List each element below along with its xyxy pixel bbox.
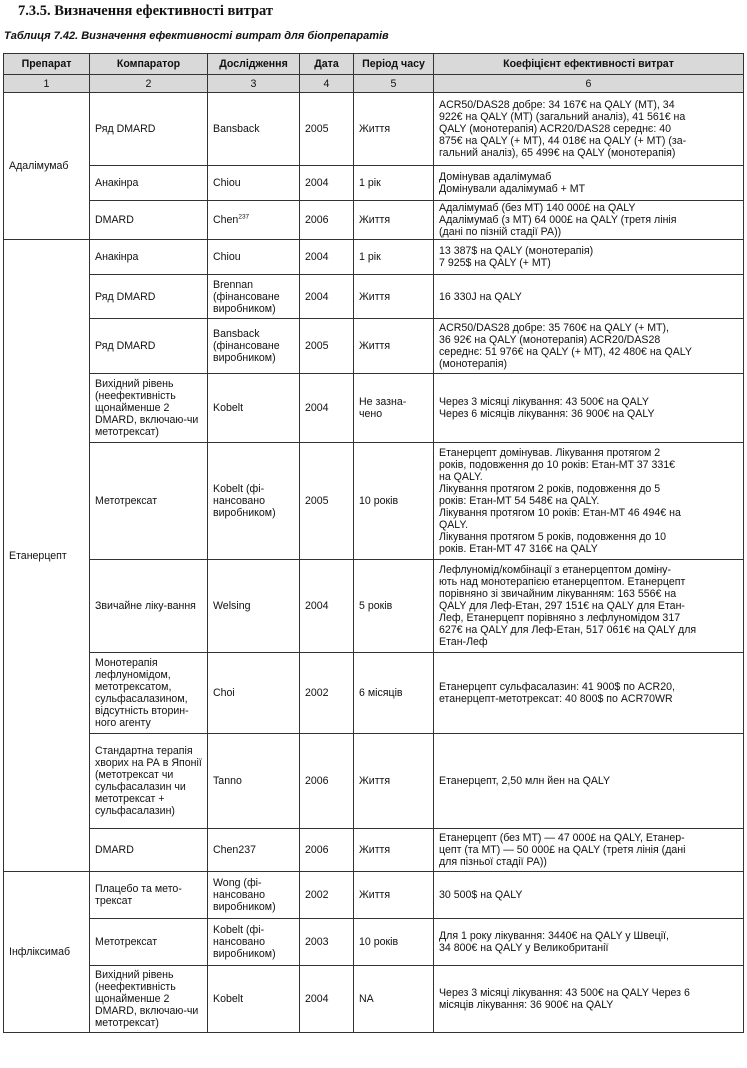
period-cell: 1 рік: [354, 166, 434, 201]
drug-cell: Інфліксимаб: [4, 872, 90, 1033]
result-cell: [434, 560, 744, 653]
period-cell: Життя: [354, 319, 434, 374]
date-cell: 2003: [300, 919, 354, 966]
result-line: років: Етан-MT 54 548€ на QALY.: [439, 495, 600, 507]
comparator-cell: Анакінра: [90, 166, 208, 201]
result-line: порівняно зі звичайним лікуванням: 163 556€ на: [439, 588, 677, 600]
period-cell: 5 років: [354, 560, 434, 653]
table-row: [4, 201, 744, 240]
date-cell: 2005: [300, 319, 354, 374]
study-cell: Kobelt (фі-нансовано виробником): [208, 919, 300, 966]
period-cell: NA: [354, 966, 434, 1033]
drug-cell: Етанерцепт: [4, 240, 90, 872]
study-cell: Chen237: [208, 829, 300, 872]
result-line: Етанерцепт, 2,50 млн йен на QALY: [439, 775, 611, 787]
comparator-cell: Монотерапія лефлуномідом, метотрексатом, сульфасалазином, відсутність вторин-ного агенту: [90, 653, 208, 734]
result-line: 922€ на QALY (MT) (загальний аналіз), 41 561€ на: [439, 111, 686, 123]
result-line: QALY для Леф-Етан, 297 151€ на QALY для Етан-: [439, 600, 685, 612]
result-line: цепт (та MT) — 50 000£ на QALY (третя лінія (дані: [439, 844, 686, 856]
study-cell: Brennan (фінансоване виробником): [208, 275, 300, 319]
result-cell: [434, 275, 744, 319]
table-row: [4, 166, 744, 201]
table-row: [4, 919, 744, 966]
result-cell: [434, 829, 744, 872]
col-header-period: Період часу: [354, 54, 434, 75]
result-line: Етан-Леф: [439, 636, 488, 648]
col-number: 5: [354, 75, 434, 93]
table-row: [4, 872, 744, 919]
result-cell: [434, 201, 744, 240]
result-line: Етанерцепт сульфасалазин: 41 900$ по ACR20,: [439, 681, 675, 693]
table-row: [4, 653, 744, 734]
table-row: [4, 275, 744, 319]
study-cell: Welsing: [208, 560, 300, 653]
date-cell: 2006: [300, 201, 354, 240]
study-cell: Kobelt (фі-нансовано виробником): [208, 443, 300, 560]
comparator-cell: Ряд DMARD: [90, 275, 208, 319]
cost-effectiveness-table: [3, 53, 744, 1033]
table-row: [4, 734, 744, 829]
period-cell: 10 років: [354, 919, 434, 966]
period-cell: 10 років: [354, 443, 434, 560]
result-line: (дані по пізній стадії РА)): [439, 226, 562, 238]
result-line: Домінували адалімумаб + MT: [439, 183, 586, 195]
date-cell: 2002: [300, 872, 354, 919]
result-cell: [434, 319, 744, 374]
col-number: 1: [4, 75, 90, 93]
drug-cell: Адалімумаб: [4, 93, 90, 240]
result-line: 13 387$ на QALY (монотерапія): [439, 245, 594, 257]
table-row: [4, 319, 744, 374]
result-cell: [434, 166, 744, 201]
result-line: 34 800€ на QALY у Великобританії: [439, 942, 609, 954]
comparator-cell: DMARD: [90, 829, 208, 872]
period-cell: Життя: [354, 872, 434, 919]
table-row: [4, 374, 744, 443]
date-cell: 2004: [300, 560, 354, 653]
col-number: 2: [90, 75, 208, 93]
result-line: Для 1 року лікування: 3440€ на QALY у Швеції,: [439, 930, 669, 942]
date-cell: 2005: [300, 93, 354, 166]
result-cell: [434, 653, 744, 734]
study-cell: Bansback (фінансоване виробником): [208, 319, 300, 374]
col-header-comparator: Компаратор: [90, 54, 208, 75]
result-line: місяців лікування: 36 900€ на QALY: [439, 999, 614, 1011]
table-body: [4, 93, 744, 1033]
result-cell: [434, 93, 744, 166]
result-line: для пізньої стадії РА)): [439, 856, 547, 868]
date-cell: 2004: [300, 275, 354, 319]
table-row: [4, 240, 744, 275]
result-line: Лікування протягом 5 років, подовження до 10: [439, 531, 667, 543]
comparator-cell: Ряд DMARD: [90, 93, 208, 166]
comparator-cell: Стандартна терапія хворих на РА в Японії (метотрексат чи сульфасалазин чи метотрексат + сульфасалазин): [90, 734, 208, 829]
comparator-cell: Вихідний рівень (неефективність щонайменше 2 DMARD, включаю-чи метотрексат): [90, 374, 208, 443]
date-cell: 2005: [300, 443, 354, 560]
period-cell: Не зазна-чено: [354, 374, 434, 443]
result-line: Лефлуномід/комбінації з етанерцептом доміну-: [439, 564, 672, 576]
study-cell: Wong (фі-нансовано виробником): [208, 872, 300, 919]
table-row: [4, 93, 744, 166]
result-line: років. Етан-MT 47 316€ на QALY: [439, 543, 598, 555]
period-cell: Життя: [354, 201, 434, 240]
study-cell: Kobelt: [208, 966, 300, 1033]
result-line: етанерцепт-метотрексат: 40 800$ по ACR70WR: [439, 693, 673, 705]
result-line: Адалімумаб (без MT) 140 000£ на QALY: [439, 202, 636, 214]
study-cell: Tanno: [208, 734, 300, 829]
section-heading: 7.3.5. Визначення ефективності витрат: [18, 3, 274, 19]
result-line: Етанерцепт (без MT) — 47 000£ на QALY, Етанер-: [439, 832, 685, 844]
date-cell: 2004: [300, 966, 354, 1033]
result-cell: [434, 966, 744, 1033]
col-number: 3: [208, 75, 300, 93]
table-row: [4, 966, 744, 1033]
period-cell: Життя: [354, 734, 434, 829]
result-line: Через 3 місяці лікування: 43 500€ на QALY: [439, 396, 649, 408]
result-cell: [434, 443, 744, 560]
comparator-cell: Вихідний рівень (неефективність щонайменше 2 DMARD, включаю-чи метотрексат): [90, 966, 208, 1033]
comparator-cell: Плацебо та мето-трексат: [90, 872, 208, 919]
comparator-cell: Звичайне ліку-вання: [90, 560, 208, 653]
result-cell: [434, 734, 744, 829]
date-cell: 2004: [300, 240, 354, 275]
result-line: ACR50/DAS28 добре: 34 167€ на QALY (MT), 34: [439, 99, 675, 111]
table-row: [4, 443, 744, 560]
study-cell: Chiou: [208, 240, 300, 275]
table-row: [4, 560, 744, 653]
result-line: Лікування протягом 10 років: Етан-MT 46 494€ на: [439, 507, 681, 519]
column-number-row: [4, 75, 744, 93]
col-number: 4: [300, 75, 354, 93]
result-line: Лікування протягом 2 років, подовження до 5: [439, 483, 661, 495]
date-cell: 2004: [300, 374, 354, 443]
col-header-ratio: Коефіцієнт ефективності витрат: [434, 54, 744, 75]
result-line: Адалімумаб (з MT) 64 000£ на QALY (третя лінія: [439, 214, 677, 226]
result-line: QALY.: [439, 519, 469, 531]
period-cell: 6 місяців: [354, 653, 434, 734]
table-caption: Таблиця 7.42. Визначення ефективності витрат для біопрепаратів: [4, 30, 389, 42]
table-row: [4, 829, 744, 872]
comparator-cell: DMARD: [90, 201, 208, 240]
result-line: на QALY.: [439, 471, 483, 483]
result-cell: [434, 919, 744, 966]
period-cell: Життя: [354, 93, 434, 166]
study-cell: Chiou: [208, 166, 300, 201]
col-number: 6: [434, 75, 744, 93]
result-line: 30 500$ на QALY: [439, 889, 523, 901]
result-line: Через 6 місяців лікування: 36 900€ на QALY: [439, 408, 655, 420]
result-line: 36 92€ на QALY (монотерапія) ACR20/DAS28: [439, 334, 661, 346]
period-cell: 1 рік: [354, 240, 434, 275]
result-cell: [434, 872, 744, 919]
comparator-cell: Метотрексат: [90, 443, 208, 560]
study-cell: [208, 201, 300, 240]
date-cell: 2004: [300, 166, 354, 201]
date-cell: 2002: [300, 653, 354, 734]
result-cell: [434, 240, 744, 275]
comparator-cell: Метотрексат: [90, 919, 208, 966]
result-line: 875€ на QALY (+ MT), 44 018€ на QALY (+ MT) (за-: [439, 135, 687, 147]
result-line: Домінував адалімумаб: [439, 171, 552, 183]
col-header-date: Дата: [300, 54, 354, 75]
result-line: Леф, Етанерцепт порівняно з лефлуномідом 317: [439, 612, 681, 624]
col-header-study: Дослідження: [208, 54, 300, 75]
study-cell: Kobelt: [208, 374, 300, 443]
result-line: 7 925$ на QALY (+ MT): [439, 257, 551, 269]
study-reference: 237: [238, 213, 250, 221]
header-row: [4, 54, 744, 75]
result-line: 627€ на QALY для Леф-Етан, 517 061€ на QALY для: [439, 624, 697, 636]
result-line: Через 3 місяці лікування: 43 500€ на QALY Через 6: [439, 987, 690, 999]
result-line: (монотерапія): [439, 358, 507, 370]
period-cell: Життя: [354, 829, 434, 872]
comparator-cell: Ряд DMARD: [90, 319, 208, 374]
study-cell: Bansback: [208, 93, 300, 166]
study-cell: Choi: [208, 653, 300, 734]
result-line: Етанерцепт домінував. Лікування протягом 2: [439, 447, 661, 459]
date-cell: 2006: [300, 829, 354, 872]
result-line: ACR50/DAS28 добре: 35 760€ на QALY (+ MT),: [439, 322, 669, 334]
result-line: середнє: 51 976€ на QALY (+ MT), 42 480€ на QALY: [439, 346, 692, 358]
study-name: Chen: [213, 214, 239, 226]
period-cell: Життя: [354, 275, 434, 319]
result-line: 16 330J на QALY: [439, 290, 522, 303]
result-line: QALY (монотерапія) ACR20/DAS28 середнє: 40: [439, 123, 672, 135]
col-header-drug: Препарат: [4, 54, 90, 75]
comparator-cell: Анакінра: [90, 240, 208, 275]
result-line: ють над монотерапією етанерцептом. Етанерцепт: [439, 576, 686, 588]
result-line: гальний аналіз), 65 499€ на QALY (монотерапія): [439, 147, 676, 159]
result-line: років, подовження до 10 років: Етан-MT 37 331€: [439, 459, 676, 471]
date-cell: 2006: [300, 734, 354, 829]
result-cell: [434, 374, 744, 443]
